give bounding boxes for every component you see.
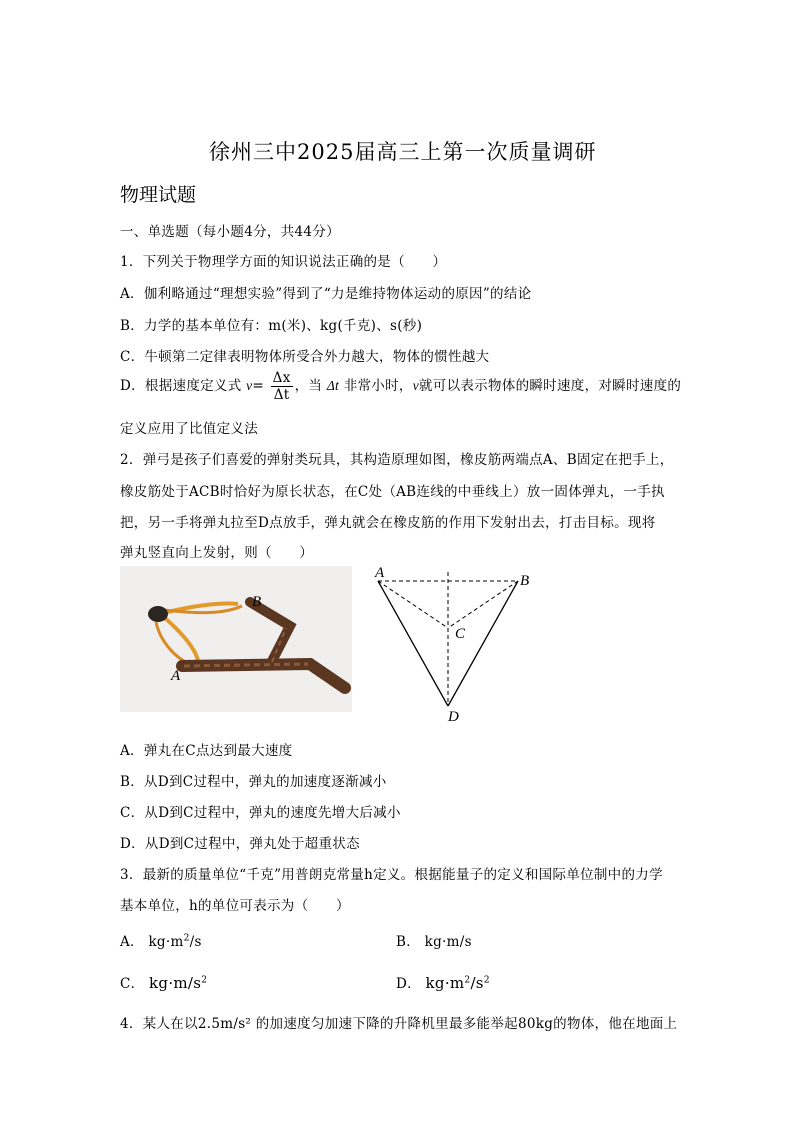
q3-c-label: C． (120, 976, 145, 992)
q3-option-a (120, 930, 202, 950)
q1-stem: 1．下列关于物理学方面的知识说法正确的是（ ） (120, 254, 447, 270)
document-title: 徐州三中2025届高三上第一次质量调研 (209, 140, 597, 164)
q1-d-dt: Δt (326, 378, 340, 393)
line-ad (378, 581, 448, 706)
q1-d-prefix: D．根据速度定义式 (120, 378, 242, 394)
q3-option-d (396, 972, 490, 992)
q1-option-b: B．力学的基本单位有：m(米)、kg(千克)、s(秒) (120, 318, 423, 334)
q1-d-mid: ，当 (294, 378, 323, 394)
q3-a-unit: kg·m (148, 934, 184, 950)
q1-d-numerator: Δx (272, 370, 291, 386)
q2-line1: 2．弹弓是孩子们喜爱的弹射类玩具，其构造原理如图，橡皮筋两端点A、B固定在把手上， (120, 452, 674, 468)
q1-option-a: A．伽利略通过“理想实验”得到了“力是维持物体运动的原因”的结论 (120, 286, 532, 302)
section-heading: 一、单选题（每小题4分，共44分） (120, 224, 340, 240)
q2-line4: 弹丸竖直向上发射，则（ ） (120, 545, 314, 561)
q2-line3: 把，另一手将弹丸拉至D点放手，弹丸就会在橡皮筋的作用下发射出去，打击目标。现将 (120, 515, 656, 531)
q3-option-c (120, 972, 207, 992)
q1-option-c: C．牛顿第二定律表明物体所受合外力越大，物体的惯性越大 (120, 349, 490, 365)
q3-a-tail: /s (189, 934, 202, 950)
q3-d-sup: 2 (464, 975, 471, 986)
diagram-label-d: D (448, 709, 459, 725)
diagram-label-b: B (520, 573, 530, 589)
q2-option-c: C．从D到C过程中，弹丸的速度先增大后减小 (120, 805, 401, 821)
q1-d-fraction (271, 370, 293, 403)
slingshot-photo (120, 566, 352, 712)
q3-a-sup: 2 (183, 933, 190, 944)
q3-option-b (396, 930, 472, 950)
q3-b-unit: kg·m/s (424, 934, 472, 950)
q1-d-v: v (246, 378, 253, 393)
slingshot-diagram (368, 566, 538, 728)
q2-option-a: A．弹丸在C点达到最大速度 (120, 743, 293, 759)
photo-label-b: B (252, 594, 262, 610)
diagram-label-a: A (375, 565, 385, 581)
line-ac (378, 581, 448, 628)
q3-d-tail: /s (470, 974, 484, 992)
q2-option-b: B．从D到C过程中，弹丸的加速度逐渐减小 (120, 774, 387, 790)
q1-d-eq: = (252, 378, 265, 394)
q1-d-post: 就可以表示物体的瞬时速度，对瞬时速度的 (418, 378, 682, 394)
line-bd (448, 581, 518, 706)
q3-c-unit: kg·m/s (149, 974, 202, 992)
q3-c-sup: 2 (201, 975, 208, 986)
q1-d-mid2: 非常小时， (343, 378, 413, 394)
q3-line1: 3．最新的质量单位“千克”用普朗克常量h定义。根据能量子的定义和国际单位制中的力学 (120, 867, 663, 883)
line-bc (448, 581, 518, 628)
photo-label-a: A (171, 668, 181, 684)
q3-d-sup2: 2 (483, 975, 490, 986)
slingshot-drawing (120, 566, 352, 712)
q2-option-d: D．从D到C过程中，弹丸处于超重状态 (120, 836, 360, 852)
q2-line2: 橡皮筋处于ACB时恰好为原长状态，在C处（AB连线的中垂线上）放一固体弹丸，一手执 (120, 484, 665, 500)
q3-line2: 基本单位，h的单位可表示为（ ） (120, 898, 350, 914)
q1-option-d-line2: 定义应用了比值定义法 (120, 421, 258, 437)
q1-option-d (120, 370, 681, 403)
q4-line1: 4．某人在以2.5m/s² 的加速度匀加速下降的升降机里最多能举起80kg的物体，他在地面上 (120, 1016, 678, 1032)
q3-b-label: B． (396, 934, 421, 950)
diagram-label-c: C (455, 626, 466, 642)
subject-title: 物理试题 (120, 184, 197, 206)
q1-d-v2: v (412, 378, 419, 393)
q3-d-label: D． (396, 976, 421, 992)
q3-a-label: A． (120, 934, 144, 950)
q3-d-unit: kg·m (425, 974, 465, 992)
q1-d-denominator: Δt (273, 387, 290, 403)
